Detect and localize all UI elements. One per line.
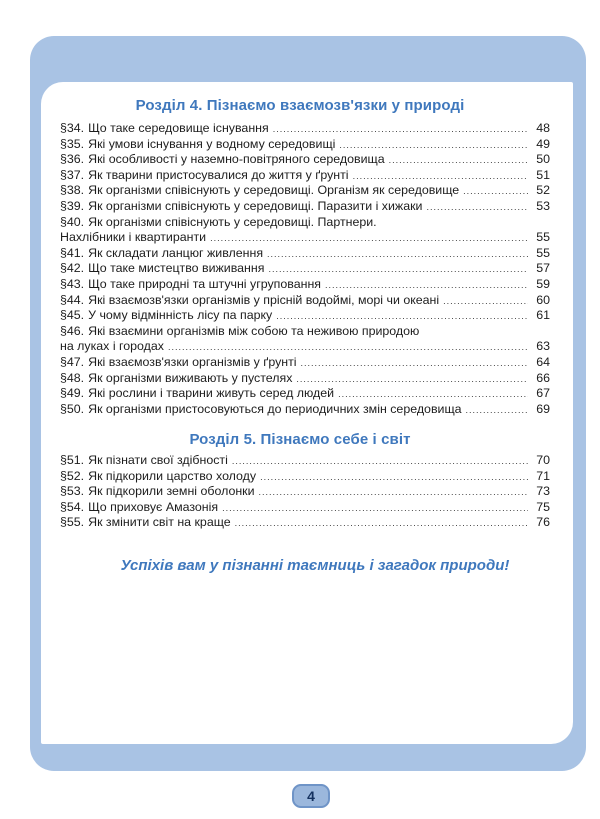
toc-page: 64 [536,354,550,369]
toc-row [60,152,550,168]
toc-page: 50 [536,152,550,167]
toc-leader [339,138,528,154]
toc-leader [276,309,528,325]
toc-num: §46. [60,323,85,338]
toc-leader [235,516,528,532]
toc-leader [353,169,528,185]
toc-title: Що приховує Амазонія [88,499,219,514]
toc-num: §47. [60,354,85,369]
toc-leader [389,153,528,169]
toc-row [60,308,550,324]
toc-row-continuation [60,230,550,246]
toc-row [60,500,550,516]
section-4-toc [60,121,550,417]
toc-title: Що таке мистецтво виживання [88,261,265,276]
toc-page: 71 [536,468,550,483]
toc-num: §51. [60,453,85,467]
toc-title: Як організми виживають у пустелях [88,370,293,385]
toc-title: Як підкорили царство холоду [88,468,257,483]
toc-leader [268,262,528,278]
toc-leader [267,247,528,263]
toc-leader [232,454,528,470]
toc-title: Які взаємозв'язки організмів у прісній водоймі, морі чи океані [88,292,440,307]
toc-row [60,246,550,262]
toc-num: §36. [60,152,85,167]
toc-row [60,515,550,531]
toc-num: §37. [60,167,85,182]
toc-row [60,137,550,153]
toc-num: §53. [60,484,85,499]
toc-num: §35. [60,136,85,151]
toc-leader [260,470,528,486]
toc-leader [296,372,528,388]
toc-num: §54. [60,499,85,514]
toc-leader [168,340,528,356]
toc-num: §43. [60,276,85,291]
toc-num: §42. [60,261,85,276]
toc-leader [259,485,528,501]
toc-title: Як змінити світ на краще [88,515,231,530]
toc-row [60,453,550,469]
toc-page: 69 [536,401,550,416]
toc-num: §52. [60,468,85,483]
toc-title: Як організми співіснують у середовищі. Організм як середовище [88,183,460,198]
toc-title: Нахлібники і квартиранти [60,230,207,245]
toc-page: 75 [536,499,550,514]
toc-page: 67 [536,386,550,401]
toc-row [60,199,550,215]
toc-row [60,371,550,387]
page-number-badge [292,784,330,808]
toc-page: 60 [536,292,550,307]
toc-row [60,355,550,371]
toc-page: 55 [536,245,550,260]
toc-title: Які умови існування у водному середовищі [88,136,336,151]
toc-leader [325,278,528,294]
toc-leader [301,356,528,372]
toc-title: Як організми співіснують у середовищі. Паразити і хижаки [88,198,423,213]
toc-title: Як організми співіснують у середовищі. Партнери. [88,214,377,229]
toc-title: на луках і городах [60,339,164,354]
toc-page: 52 [536,183,550,198]
toc-num: §39. [60,198,85,213]
toc-row [60,293,550,309]
toc-row [60,324,550,340]
toc-title: Які взаємозв'язки організмів у ґрунті [88,354,297,369]
toc-row [60,183,550,199]
toc-num: §48. [60,370,85,385]
toc-row-continuation [60,339,550,355]
toc-title: Що таке природні та штучні угруповання [88,276,321,291]
toc-row [60,402,550,418]
toc-leader [466,403,528,419]
toc-page: 76 [536,515,550,530]
toc-page: 49 [536,136,550,151]
toc-leader [463,184,528,200]
toc-page: 63 [536,339,550,354]
toc-page: 70 [536,453,550,467]
toc-num: §44. [60,292,85,307]
toc-num: §49. [60,386,85,401]
toc-page: 61 [536,308,550,323]
toc-page: 73 [536,484,550,499]
toc-row [60,469,550,485]
toc-page: 59 [536,276,550,291]
toc-leader [426,200,528,216]
toc-leader [338,387,528,403]
toc-page: 57 [536,261,550,276]
toc-row [60,121,550,137]
section-5-heading: Розділ 5. Пізнаємо себе і світ [189,431,411,448]
toc-leader [210,231,528,247]
toc-row [60,168,550,184]
toc-row [60,277,550,293]
toc-num: §45. [60,308,85,323]
toc-num: §34. [60,121,85,135]
toc-leader [222,501,528,517]
toc-title: Що таке середовище існування [88,121,269,135]
toc-title: Які особливості у наземно-повітряного середовища [88,152,385,167]
page-number: 4 [307,788,315,804]
toc-title: Які рослини і тварини живуть серед людей [88,386,335,401]
toc-title: Як складати ланцюг живлення [88,245,264,260]
toc-title: Як підкорили земні оболонки [88,484,255,499]
toc-row [60,215,550,231]
section-5-toc [60,453,550,531]
toc-page: 53 [536,198,550,213]
toc-title: Як пізнати свої здібності [88,453,228,467]
toc-row [60,386,550,402]
toc-leader [273,122,528,138]
toc-row [60,261,550,277]
toc-title: Які взаємини організмів між собою та неживою природою [88,323,420,338]
toc-title: Як організми пристосовуються до периодичних змін середовища [88,401,462,416]
toc-page: 55 [536,230,550,245]
toc-page: 48 [536,121,550,135]
toc-row [60,484,550,500]
toc-leader [443,294,528,310]
toc-page: 66 [536,370,550,385]
toc-page: 51 [536,167,550,182]
toc-title: Як тварини пристосувалися до життя у ґрунті [88,167,349,182]
toc-num: §55. [60,515,85,530]
toc-num: §50. [60,401,85,416]
toc-num: §38. [60,183,85,198]
toc-num: §41. [60,245,85,260]
section-4-heading: Розділ 4. Пізнаємо взаємозв'язки у природі [135,97,465,114]
closing-message: Успіхів вам у пізнанні таємниць і загадок природи! [120,557,510,574]
toc-title: У чому відмінність лісу па парку [88,308,273,323]
toc-num: §40. [60,214,85,229]
